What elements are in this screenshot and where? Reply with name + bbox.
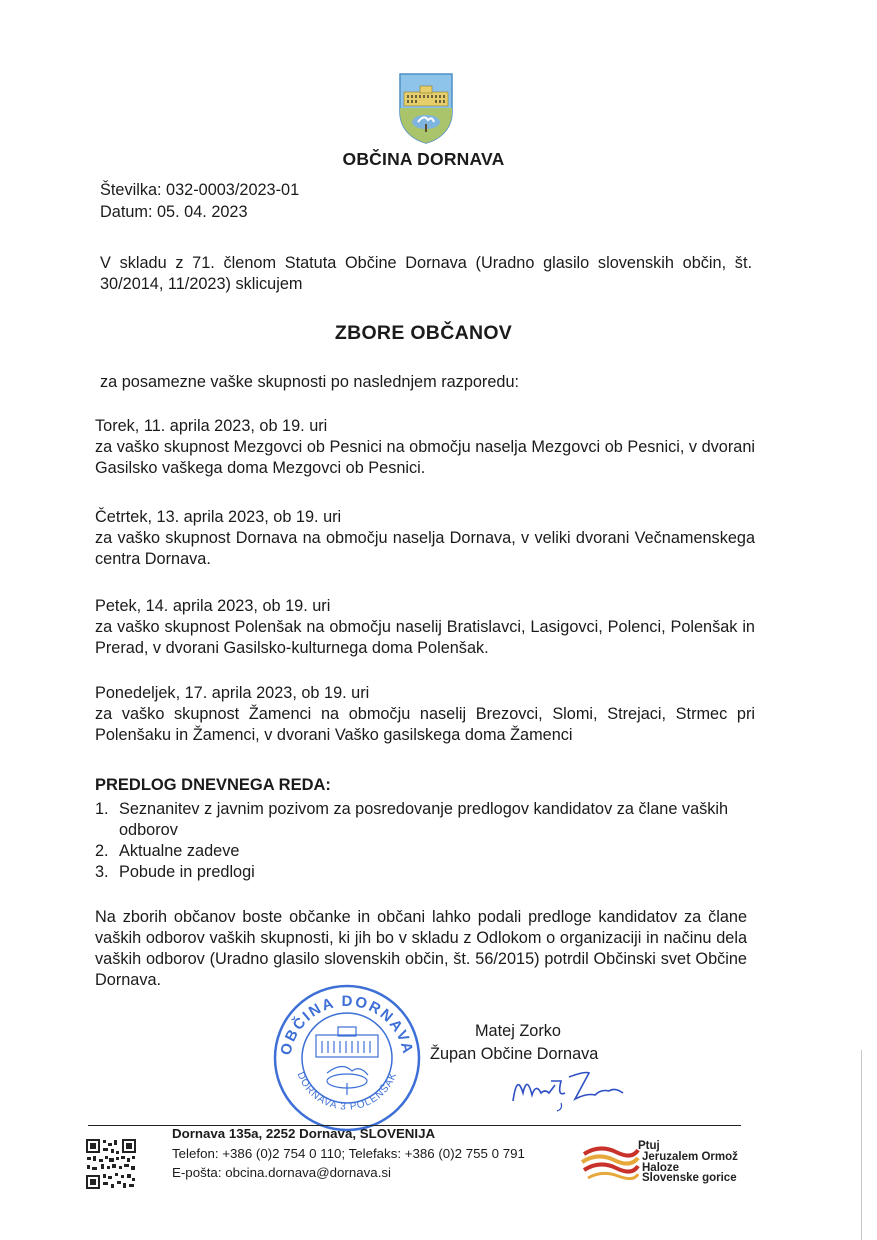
agenda-item [95,841,755,862]
agenda-item-text: Pobude in predlogi [119,863,255,881]
stamp-bottom-text: DORNAVA 3 POLENŠAK [294,1070,400,1113]
agenda-item-text: Aktualne zadeve [119,842,240,860]
region-line-ptuj: Ptuj [638,1140,660,1152]
agenda-item-text: Seznanitev z javnim pozivom za posredovanje predlogov kandidatov za člane vaških odborov [119,800,729,839]
closing-paragraph: Na zborih občanov boste občanke in občani lahko podali predloge kandidatov za člane vaških odborov vaških skupnosti, ki jih bo v skladu z Odlokom o organizaciji in načinu dela vaških odborov (Uradno glasilo slovenskih občin, št. 56/2015) potrdil Občinski svet Občine Dornava. [95,908,747,989]
document-date: Datum: 05. 04. 2023 [100,203,248,221]
meeting-location: za vaško skupnost Polenšak na območju naselij Bratislavci, Lasigovci, Polenci, Polenšak in Prerad, v dvorani Gasilsko-kulturnega doma Polenšak. [95,618,755,657]
agenda-title: PREDLOG DNEVNEGA REDA: [95,776,331,794]
document-heading: ZBORE OBČANOV [334,322,513,344]
coat-of-arms-icon [398,72,454,144]
region-line-haloze: Haloze [642,1162,680,1174]
meeting-item [95,596,755,659]
stamp-top-text: OBČINA DORNAVA [277,992,417,1057]
intro-paragraph: V skladu z 71. členom Statuta Občine Dornava (Uradno glasilo slovenskih občin, št. 30/2014, 11/2023) sklicujem [100,254,752,293]
handwritten-signature-icon [505,1063,635,1113]
meeting-item [95,507,755,570]
agenda-item-number: 3. [95,863,109,881]
footer-address: Dornava 135a, 2252 Dornava, SLOVENIJA [172,1126,436,1141]
meeting-time: Petek, 14. aprila 2023, ob 19. uri [95,597,331,615]
region-line-jeruzalem: Jeruzalem Ormož [642,1151,738,1163]
qr-code-icon [85,1138,137,1190]
agenda-item-number: 2. [95,842,109,860]
region-waves-icon [580,1140,640,1186]
agenda-item [95,862,755,883]
footer-phone: Telefon: +386 (0)2 754 0 110; Telefaks: +386 (0)2 755 0 791 [172,1146,525,1161]
meeting-location: za vaško skupnost Žamenci na območju naselij Brezovci, Slomi, Strejaci, Strmec pri Polenšaku in Žamenci, v dvorani Vaško gasilskega doma Žamenci [95,705,755,744]
agenda-list [95,799,755,883]
agenda-item-number: 1. [95,800,109,818]
meeting-location: za vaško skupnost Dornava na območju naselja Dornava, v veliki dvorani Večnamenskega centra Dornava. [95,529,755,568]
meeting-item [95,416,755,479]
meeting-time: Torek, 11. aprila 2023, ob 19. uri [95,417,328,435]
agenda-item [95,799,755,841]
meeting-location: za vaško skupnost Mezgovci ob Pesnici na območju naselja Mezgovci ob Pesnici, v dvorani Gasilsko vaškega doma Mezgovci ob Pesnici. [95,438,755,477]
signatory-name: Matej Zorko [475,1022,561,1040]
meeting-time: Ponedeljek, 17. aprila 2023, ob 19. uri [95,684,370,702]
region-line-slovenske-gorice: Slovenske gorice [642,1172,737,1184]
region-logo [580,1140,770,1186]
signatory-title: Župan Občine Dornava [430,1045,599,1063]
subheading: za posamezne vaške skupnosti po naslednjem razporedu: [100,373,520,391]
official-stamp [272,983,422,1133]
scan-edge-line [861,1050,862,1240]
svg-text:OBČINA DORNAVA [277,993,416,1057]
document-number: Številka: 032-0003/2023-01 [100,181,300,199]
municipality-title: OBČINA DORNAVA [342,149,505,169]
footer-email[interactable]: E-pošta: obcina.dornava@dornava.si [172,1165,391,1180]
meeting-item [95,683,755,746]
meeting-time: Četrtek, 13. aprila 2023, ob 19. uri [95,508,342,526]
